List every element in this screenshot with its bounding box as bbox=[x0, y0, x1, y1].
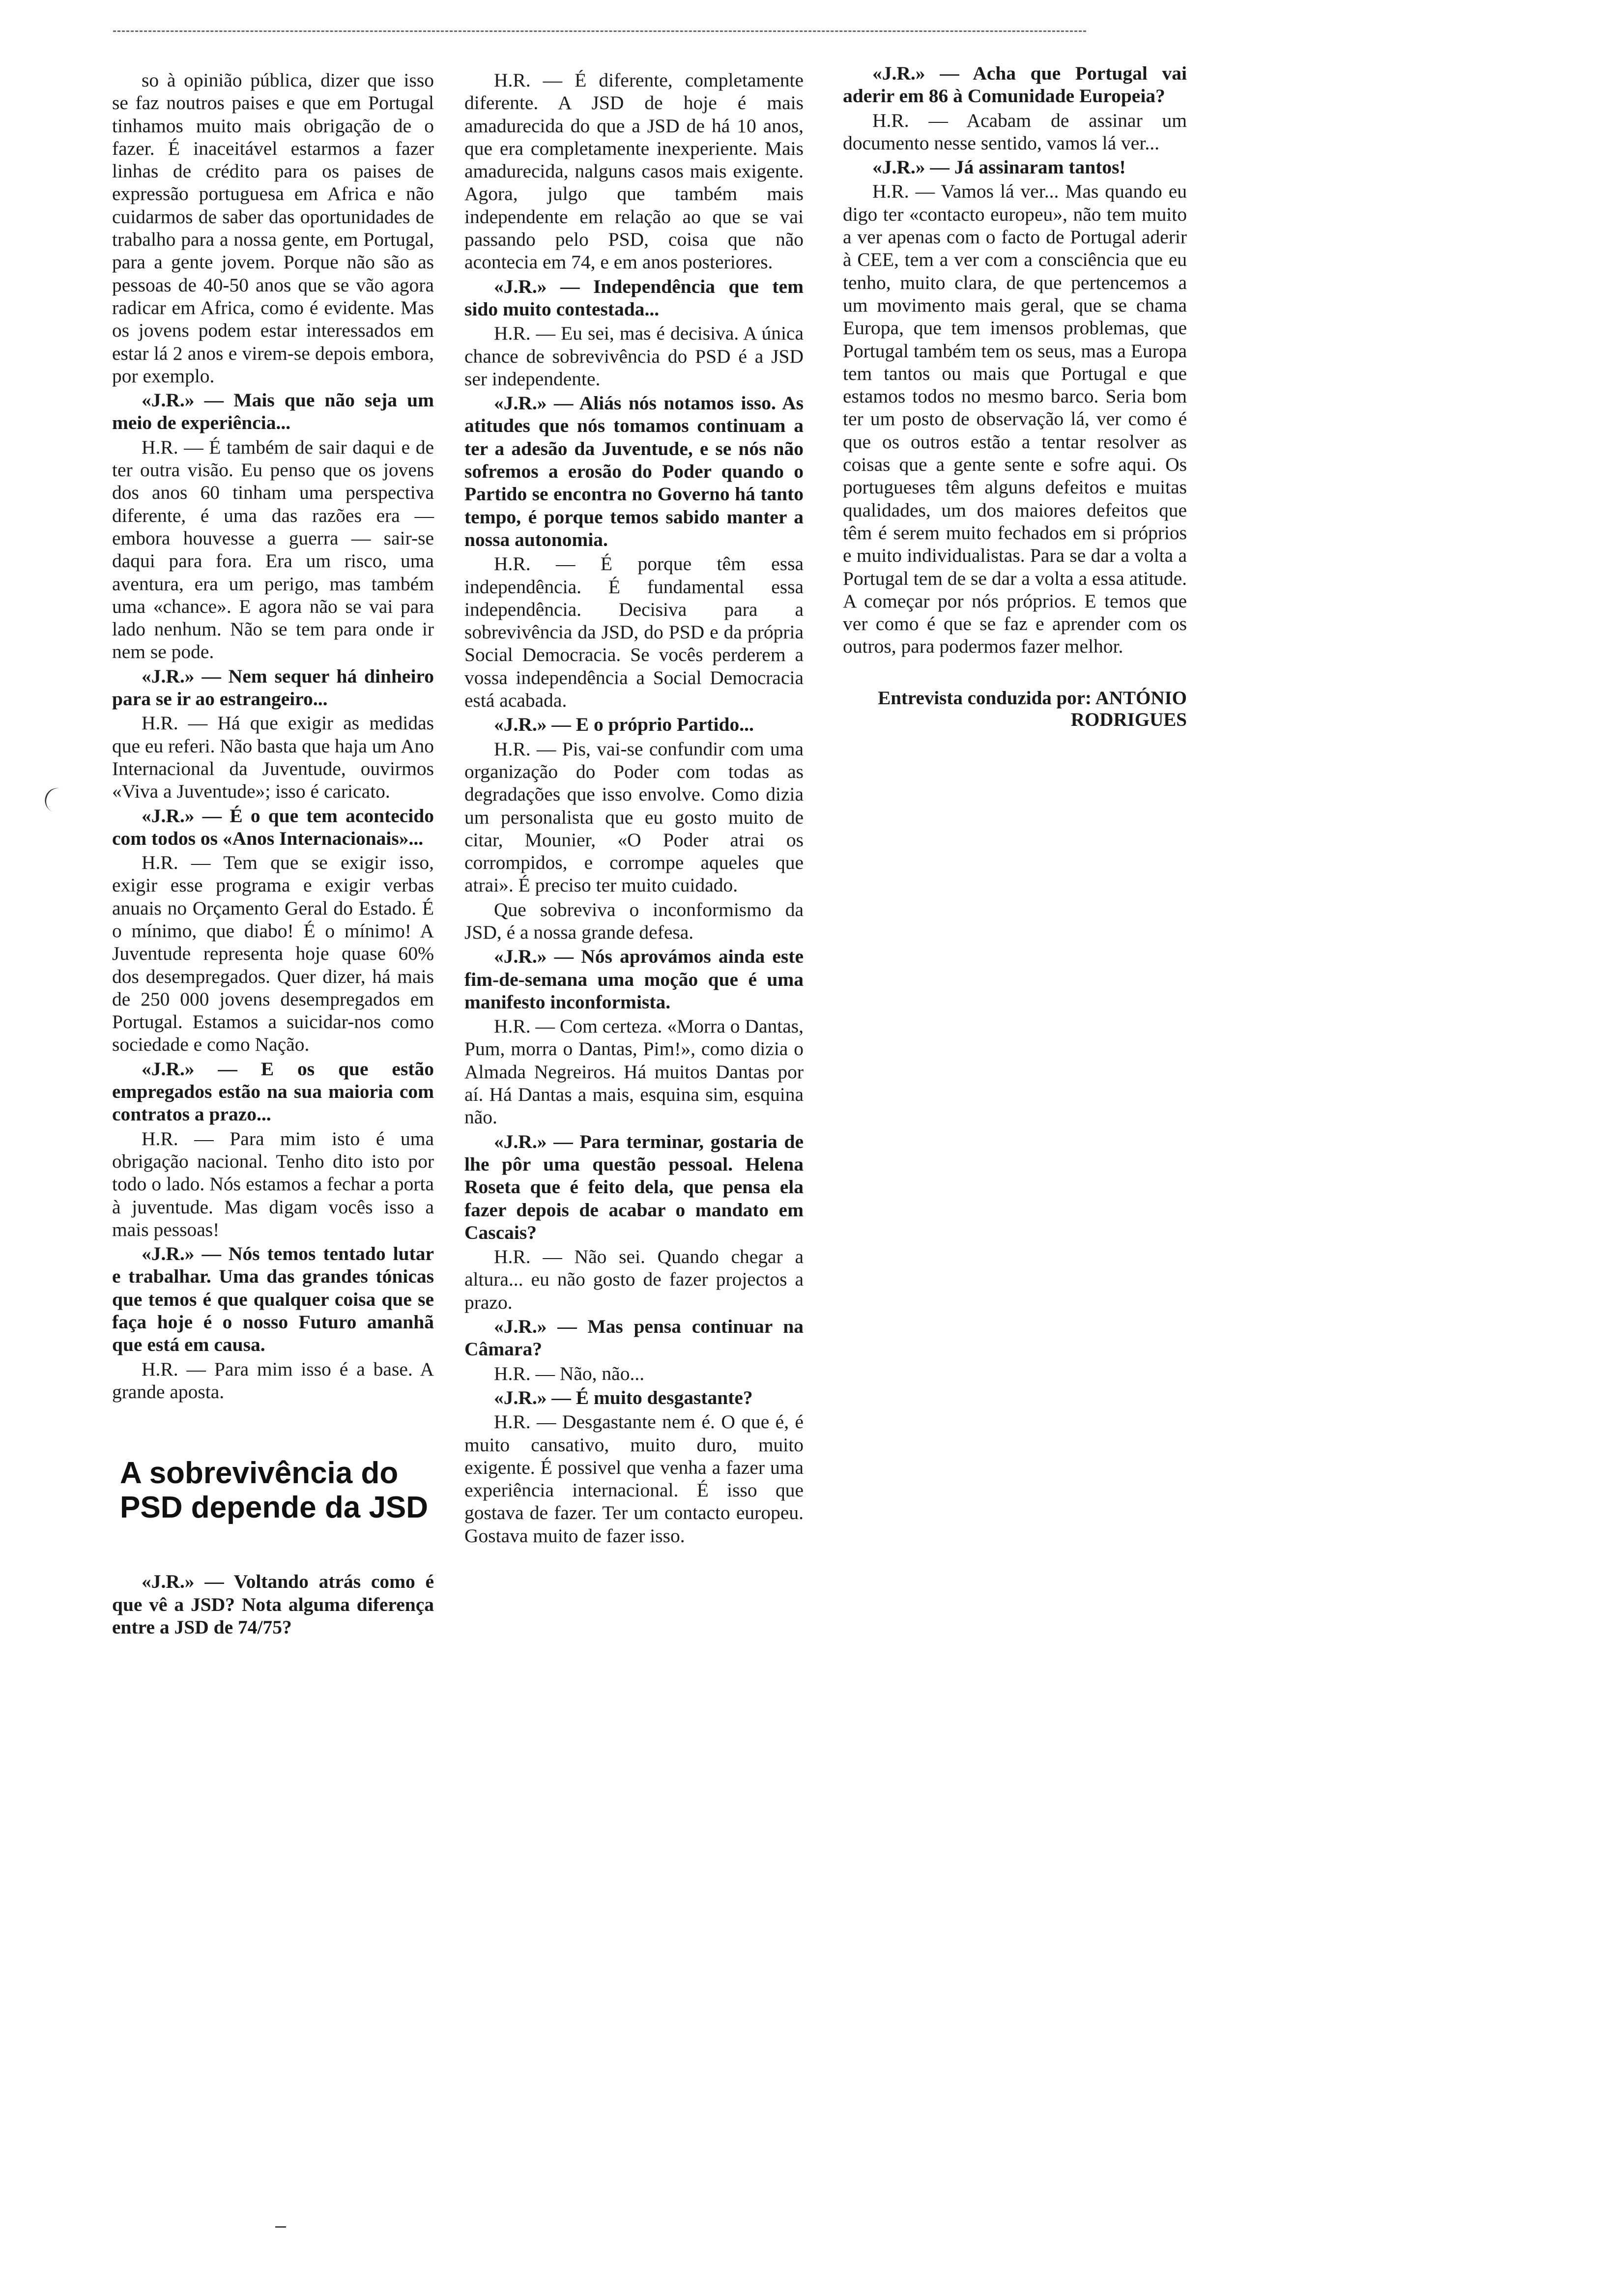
interviewer-question: «J.R.» — É o que tem acontecido com todos os «Anos Internacionais»... bbox=[112, 804, 434, 849]
answer-paragraph: H.R. — Com certeza. «Morra o Dantas, Pum, morra o Dantas, Pim!», como dizia o Almada Negreiros. Há muitos Dantas por aí. Há Dantas a mais, esquina sim, esquina não. bbox=[464, 1015, 804, 1128]
bottom-mark bbox=[275, 2226, 286, 2228]
article-column-3 bbox=[843, 62, 1187, 731]
interviewer-question: «J.R.» — Voltando atrás como é que vê a JSD? Nota alguma diferença entre a JSD de 74/75? bbox=[112, 1571, 434, 1638]
article-column-2 bbox=[464, 69, 804, 1549]
answer-paragraph: H.R. — É também de sair daqui e de ter outra visão. Eu penso que os jovens dos anos 60 tinham uma perspectiva diferente, é uma das razões era — embora houvesse a guerra — sair-se daqui para fora. Era um risco, uma aventura, era um perigo, mas também uma «chance». E agora não se vai para lado nenhum. Não se tem para onde ir nem se pode. bbox=[112, 436, 434, 663]
interviewer-question: «J.R.» — Nem sequer há dinheiro para se ir ao estrangeiro... bbox=[112, 665, 434, 710]
interviewer-question: «J.R.» — Aliás nós notamos isso. As atitudes que nós tomamos continuam a ter a adesão da Juventude, e se nós não sofremos a erosão do Poder quando o Partido se encontra no Governo há tanto tempo, é porque temos sabido manter a nossa autonomia. bbox=[464, 392, 804, 550]
interviewer-question: «J.R.» — Mas pensa continuar na Câmara? bbox=[464, 1316, 804, 1360]
top-rule bbox=[113, 30, 1086, 32]
column-1-after-headline bbox=[112, 1570, 434, 1638]
answer-paragraph: H.R. — Acabam de assinar um documento nesse sentido, vamos lá ver... bbox=[843, 109, 1187, 154]
interviewer-question: «J.R.» — Mais que não seja um meio de experiência... bbox=[112, 389, 434, 434]
interview-credit: Entrevista conduzida por: ANTÓNIO RODRIGUES bbox=[878, 687, 1187, 730]
column-1-paragraphs bbox=[112, 69, 434, 1403]
answer-paragraph: H.R. — Desgastante nem é. O que é, é muito cansativo, muito duro, muito exigente. É possivel que venha a fazer uma experiência internacional. É isso que gostava de fazer. Ter um contacto europeu. Gostava muito de fazer isso. bbox=[464, 1411, 804, 1547]
answer-paragraph: H.R. — Tem que se exigir isso, exigir esse programa e exigir verbas anuais no Orçamento Geral do Estado. É o mínimo, que diabo! É o mínimo! A Juventude representa hoje quase 60% dos desempregados. Quer dizer, há mais de 250 000 jovens desempregados em Portugal. Estamos a suicidar-nos como sociedade e como Nação. bbox=[112, 852, 434, 1056]
answer-paragraph: H.R. — Pis, vai-se confundir com uma organização do Poder com todas as degradações que isso envolve. Como dizia um personalista que eu gosto muito de citar, Mounier, «O Poder atrai os corrompidos, e corrompe aqueles que atrai». É preciso ter muito cuidado. bbox=[464, 738, 804, 896]
answer-paragraph: H.R. — Para mim isto é uma obrigação nacional. Tenho dito isto por todo o lado. Nós estamos a fechar a porta à juventude. Mas digam vocês isso a mais pessoas! bbox=[112, 1127, 434, 1240]
interviewer-question: «J.R.» — Nós temos tentado lutar e trabalhar. Uma das grandes tónicas que temos é que qualquer coisa que se faça hoje é o nosso Futuro amanhã que está em causa. bbox=[112, 1243, 434, 1356]
interviewer-question: «J.R.» — Para terminar, gostaria de lhe pôr uma questão pessoal. Helena Roseta que é feito dela, que pensa ela fazer depois de acabar o mandato em Cascais? bbox=[464, 1130, 804, 1243]
answer-paragraph: H.R. — É diferente, completamente diferente. A JSD de hoje é mais amadurecida do que a JSD de há 10 anos, que era completamente inexperiente. Mais amadurecida, nalguns casos mais exigente. Agora, julgo que também mais independente em relação ao que se vai passando pelo PSD, coisa que não acontecia em 74, e em anos posteriores. bbox=[464, 69, 804, 273]
interviewer-question: «J.R.» — Já assinaram tantos! bbox=[872, 156, 1126, 178]
answer-paragraph: Que sobreviva o inconformismo da JSD, é a nossa grande defesa. bbox=[464, 898, 804, 943]
answer-paragraph: H.R. — É porque têm essa independência. É fundamental essa independência. Decisiva para a sobrevivência da JSD, do PSD e da própria Social Democracia. Se vocês perderem a vossa independência a Social Democracia está acabada. bbox=[464, 553, 804, 712]
margin-pen-mark bbox=[41, 785, 63, 813]
interviewer-question: «J.R.» — Nós aprovámos ainda este fim-de-semana uma moção que é uma manifesto inconformista. bbox=[464, 946, 804, 1013]
interviewer-question: «J.R.» — E os que estão empregados estão na sua maioria com contratos a prazo... bbox=[112, 1058, 434, 1125]
interviewer-question: «J.R.» — É muito desgastante? bbox=[494, 1386, 753, 1408]
column-2-paragraphs bbox=[464, 69, 804, 1547]
article-column-1 bbox=[112, 69, 434, 1640]
answer-paragraph: H.R. — Não, não... bbox=[494, 1362, 645, 1384]
answer-paragraph: H.R. — Há que exigir as medidas que eu referi. Não basta que haja um Ano Internacional da Juventude, ouvirmos «Viva a Juventude»; isso é caricato. bbox=[112, 712, 434, 803]
answer-paragraph: H.R. — Não sei. Quando chegar a altura... eu não gosto de fazer projectos a prazo. bbox=[464, 1246, 804, 1313]
column-3-paragraphs bbox=[843, 62, 1187, 658]
interviewer-question: «J.R.» — E o próprio Partido... bbox=[494, 714, 754, 736]
article-headline: A sobrevivência do PSD depende da JSD bbox=[120, 1456, 429, 1525]
answer-paragraph: H.R. — Vamos lá ver... Mas quando eu digo ter «contacto europeu», não tem muito a ver apenas com o facto de Portugal aderir à CEE, tem a ver com a consciência que eu tenho, muito clara, de que pertencemos a um movimento mais geral, que se chama Europa, que tem imensos problemas, que Portugal também tem os seus, mas a Europa tem tantos ou mais que Portugal e que estamos todos no mesmo barco. Seria bom ter um posto de observação lá, ver como é que os outros estão a tentar resolver as coisas que a gente sente e sofre aqui. Os portugueses têm alguns defeitos e muitas qualidades, um dos maiores defeitos que têm é serem muito fechados em si próprios e muito individualistas. Para se dar a volta a Portugal tem de se dar a volta a essa atitude. A começar por nós próprios. E temos que ver como é que se faz e aprender com os outros, para podermos fazer melhor. bbox=[843, 180, 1187, 658]
answer-paragraph: so à opinião pública, dizer que isso se faz noutros paises e que em Portugal tinhamos muito mais obrigação de o fazer. É inaceitável estarmos a fazer linhas de crédito para os paises de expressão portuguesa em Africa e não cuidarmos de saber das oportunidades de trabalho para a nossa gente, em Portugal, para a gente jovem. Porque não são as pessoas de 40-50 anos que se vão agora radicar em Africa, como é evidente. Mas os jovens podem estar interessados em estar lá 2 anos e virem-se depois embora, por exemplo. bbox=[112, 69, 434, 387]
answer-paragraph: H.R. — Eu sei, mas é decisiva. A única chance de sobrevivência do PSD é a JSD ser independente. bbox=[464, 322, 804, 390]
interviewer-question: «J.R.» — Acha que Portugal vai aderir em 86 à Comunidade Europeia? bbox=[843, 62, 1187, 107]
answer-paragraph: H.R. — Para mim isso é a base. A grande aposta. bbox=[112, 1358, 434, 1403]
interviewer-question: «J.R.» — Independência que tem sido muito contestada... bbox=[464, 275, 804, 320]
